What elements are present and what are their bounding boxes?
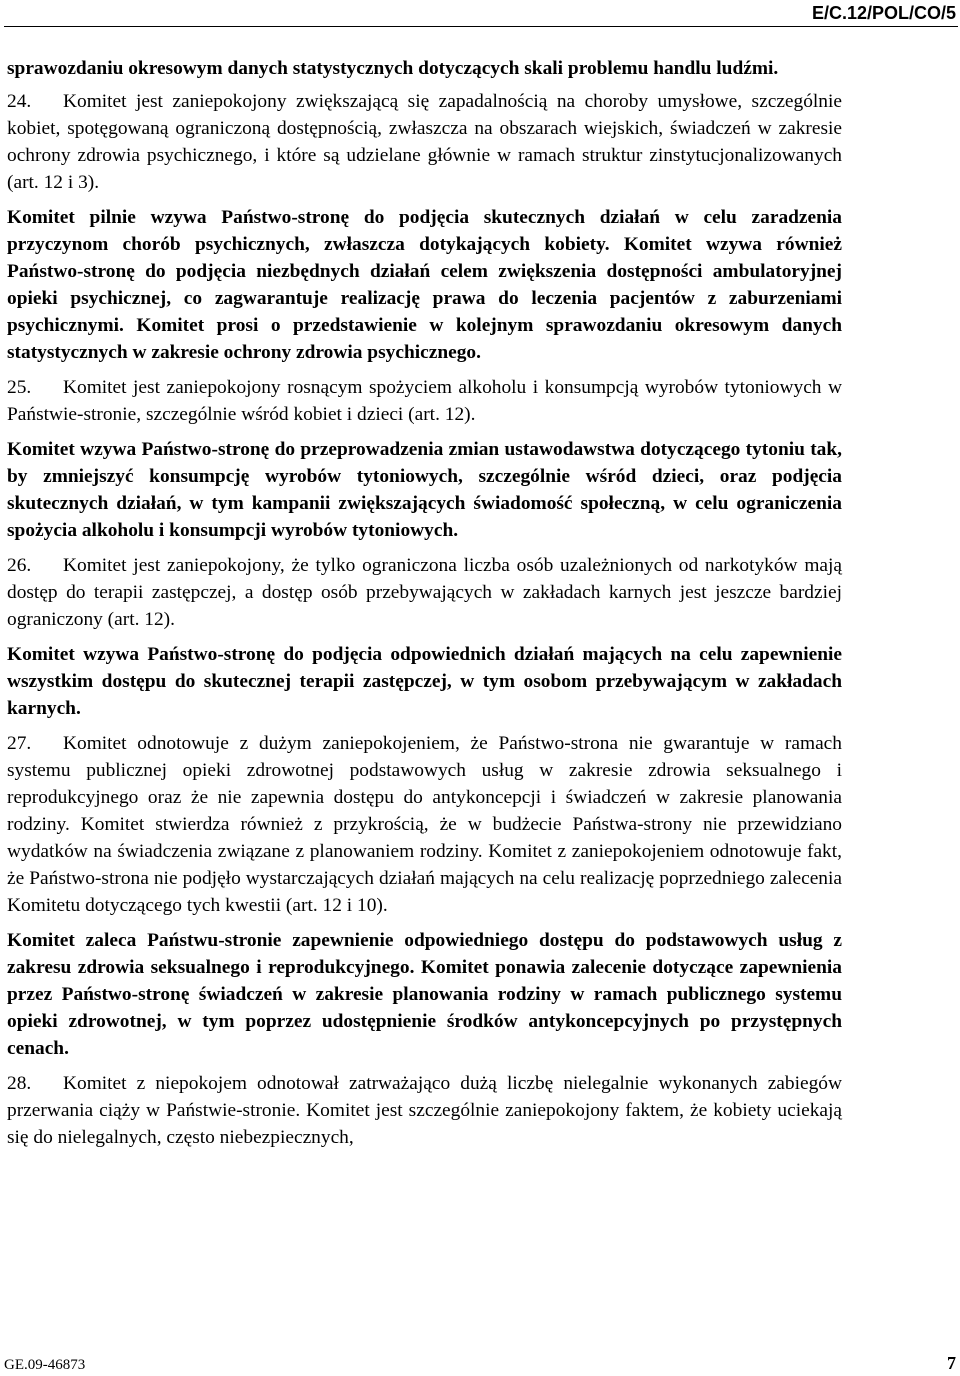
recommendation-25	[7, 436, 842, 544]
recommendation-24	[7, 204, 842, 366]
paragraph-number: 28.	[7, 1073, 32, 1094]
paragraph-26	[7, 552, 842, 633]
footer-document-code: GE.09-46873	[4, 1357, 86, 1373]
paragraph-number: 27.	[7, 733, 32, 754]
paragraph-text: Komitet odnotowuje z dużym zaniepokojeniem, że Państwo-strona nie gwarantuje w ramach systemu publicznej opieki zdrowotnej podstawowych usług w zakresie zdrowia seksualnego i reprodukcyjnego oraz że nie zapewnia dostępu do antykoncepcji i świadczeń w zakresie planowania rodziny. Komitet stwierdza również z przykrością, że w budżecie Państwa-strony nie przewidziano wydatków na świadczenia związane z planowaniem rodziny. Komitet z zaniepokojeniem odnotowuje fakt, że Państwo-strona nie podjęło wystarczających działań mających na celu realizację poprzedniego zalecenia Komitetu dotyczącego tych kwestii (art. 12 i 10).	[7, 733, 842, 916]
paragraph-text: Komitet z niepokojem odnotował zatrważająco dużą liczbę nielegalnie wykonanych zabiegów przerwania ciąży w Państwie-stronie. Komitet jest szczególnie zaniepokojony faktem, że kobiety uciekają się do nielegalnych, często niebezpiecznych,	[7, 1073, 842, 1148]
paragraph-text: Komitet jest zaniepokojony zwiększającą się zapadalnością na choroby umysłowe, szczególnie kobiet, spotęgowaną ograniczoną dostępnością, zwłaszcza na obszarach wiejskich, świadczeń w zakresie ochrony zdrowia psychicznego, i które są udzielane głównie w ramach struktur zinstytucjonalizowanych (art. 12 i 3).	[7, 91, 842, 193]
paragraph-number: 26.	[7, 555, 32, 576]
paragraph-27	[7, 730, 842, 919]
paragraph-text: Komitet wzywa Państwo-stronę do podjęcia odpowiednich działań mających na celu zapewnienie wszystkim dostępu do skutecznej terapii zastępczej, w tym osobom przebywającym w zakładach karnych.	[7, 644, 842, 719]
header-rule	[4, 26, 958, 27]
paragraph-text: Komitet zaleca Państwu-stronie zapewnienie odpowiedniego dostępu do podstawowych usług z zakresu zdrowia seksualnego i reprodukcyjnego. Komitet ponawia zalecenie dotyczące zapewnienia przez Państwo-stronę świadczeń w zakresie planowania rodziny w ramach publicznego systemu opieki zdrowotnej, w tym poprzez udostępnienie środków antykoncepcyjnych po przystępnych cenach.	[7, 930, 842, 1059]
paragraph-text: Komitet jest zaniepokojony rosnącym spożyciem alkoholu i konsumpcją wyrobów tytoniowych w Państwie-stronie, szczególnie wśród kobiet i dzieci (art. 12).	[7, 377, 842, 425]
paragraph-continuation	[7, 55, 842, 82]
paragraph-text: Komitet jest zaniepokojony, że tylko ograniczona liczba osób uzależnionych od narkotyków mają dostęp do terapii zastępczej, a dostęp osób przebywających w zakładach karnych jest jeszcze bardziej ograniczony (art. 12).	[7, 555, 842, 630]
paragraph-text: Komitet pilnie wzywa Państwo-stronę do podjęcia skutecznych działań w celu zaradzenia przyczynom chorób psychicznych, zwłaszcza dotykających kobiety. Komitet wzywa również Państwo-stronę do podjęcia niezbędnych działań celem zwiększenia dostępności ambulatoryjnej opieki psychicznej, co zagwarantuje realizację prawa do leczenia pacjentów z zaburzeniami psychicznymi. Komitet prosi o przedstawienie w kolejnym sprawozdaniu okresowym danych statystycznych w zakresie ochrony zdrowia psychicznego.	[7, 207, 842, 363]
paragraph-number: 25.	[7, 377, 32, 398]
document-body	[7, 55, 842, 1159]
paragraph-text: sprawozdaniu okresowym danych statystycznych dotyczących skali problemu handlu ludźmi.	[7, 58, 779, 79]
paragraph-text: Komitet wzywa Państwo-stronę do przeprowadzenia zmian ustawodawstwa dotyczącego tytoniu tak, by zmniejszyć konsumpcję wyrobów tytoniowych, szczególnie wśród dzieci, oraz podjęcia skutecznych działań, w tym kampanii zwiększających świadomość społeczną, w celu ograniczenia spożycia alkoholu i konsumpcji wyrobów tytoniowych.	[7, 439, 842, 541]
recommendation-26	[7, 641, 842, 722]
paragraph-28	[7, 1070, 842, 1151]
paragraph-24	[7, 88, 842, 196]
paragraph-number: 24.	[7, 91, 32, 112]
recommendation-27	[7, 927, 842, 1062]
page-number: 7	[947, 1353, 956, 1373]
paragraph-25	[7, 374, 842, 428]
document-symbol: E/C.12/POL/CO/5	[811, 3, 956, 23]
